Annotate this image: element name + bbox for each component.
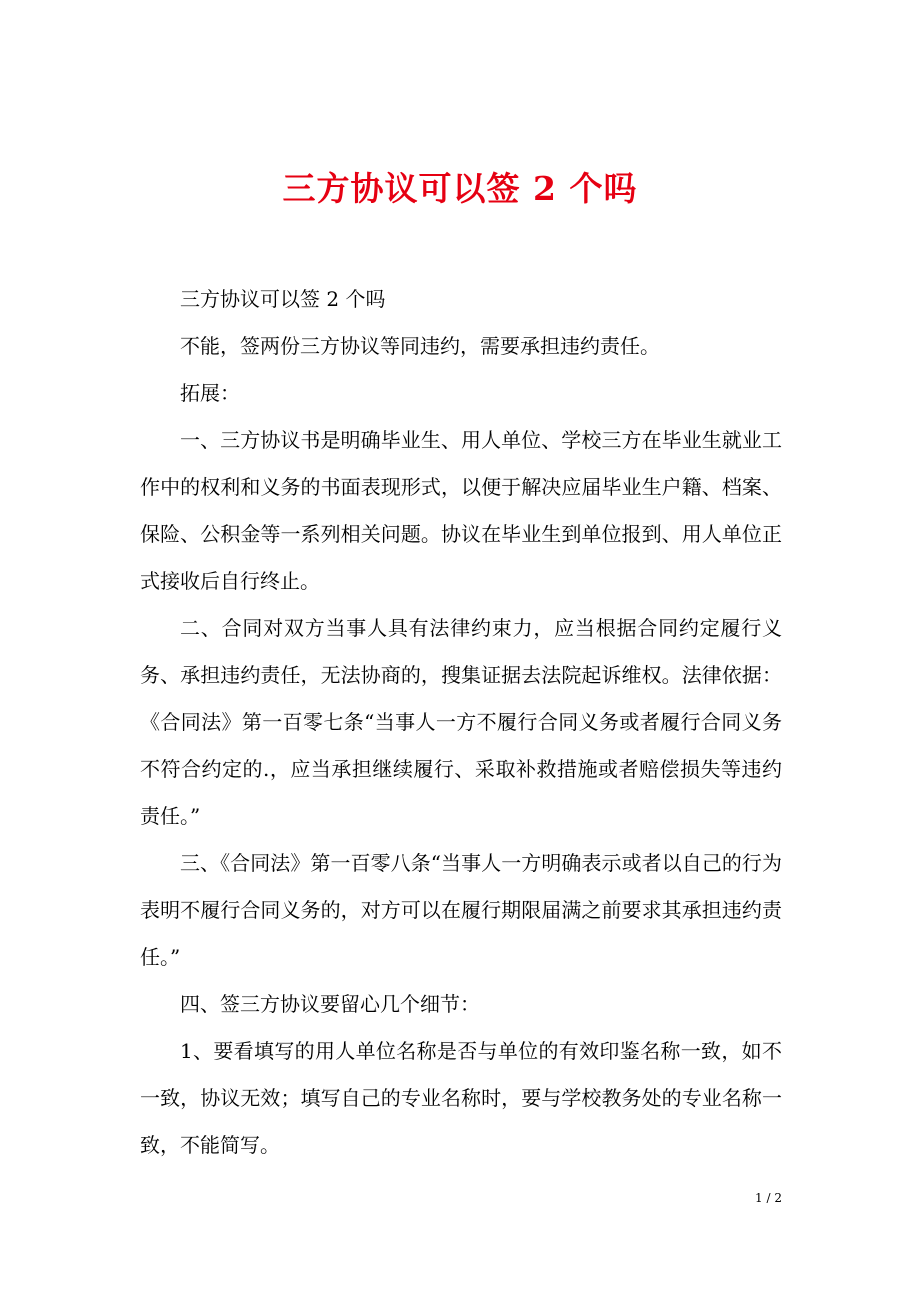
paragraph-section-2: 二、合同对双方当事人具有法律约束力，应当根据合同约定履行义务、承担违约责任，无法协商的，搜集证据去法院起诉维权。法律依据：《合同法》第一百零七条“当事人一方不履行合同义务或者履行合同义务不符合约定的.，应当承担继续履行、采取补救措施或者赔偿损失等违约责任。” <box>140 616 782 828</box>
document-body <box>140 276 782 1169</box>
paragraph-section-4: 四、签三方协议要留心几个细节： <box>180 992 480 1016</box>
document-title: 三方协议可以签 2 个吗 <box>282 169 638 209</box>
page-number: 1 / 2 <box>755 1191 782 1205</box>
paragraph-extension-label: 拓展： <box>180 381 240 405</box>
paragraph-detail-1: 1、要看填写的用人单位名称是否与单位的有效印鉴名称一致，如不一致，协议无效；填写自己的专业名称时，要与学校教务处的专业名称一致，不能简写。 <box>140 1039 782 1157</box>
paragraph-section-3: 三、《合同法》第一百零八条“当事人一方明确表示或者以自己的行为表明不履行合同义务的，对方可以在履行期限届满之前要求其承担违约责任。” <box>140 851 782 969</box>
paragraph-question: 三方协议可以签 2 个吗 <box>180 287 386 311</box>
paragraph-answer: 不能，签两份三方协议等同违约，需要承担违约责任。 <box>180 334 660 358</box>
paragraph-section-1: 一、三方协议书是明确毕业生、用人单位、学校三方在毕业生就业工作中的权利和义务的书面表现形式，以便于解决应届毕业生户籍、档案、保险、公积金等一系列相关问题。协议在毕业生到单位报到、用人单位正式接收后自行终止。 <box>140 428 782 593</box>
